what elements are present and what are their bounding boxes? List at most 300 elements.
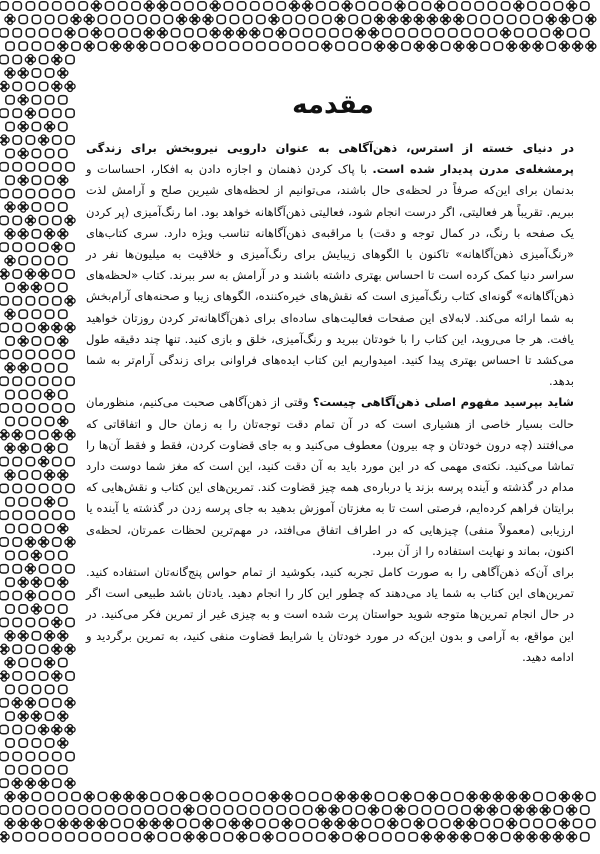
pattern-square-motif	[541, 29, 549, 37]
pattern-square-motif	[45, 712, 53, 720]
pattern-clover-motif	[388, 818, 398, 828]
pattern-square-motif	[13, 645, 21, 653]
pattern-square-motif	[0, 323, 8, 331]
pattern-clover-motif	[39, 457, 49, 467]
pattern-square-motif	[303, 833, 311, 841]
pattern-square-motif	[547, 819, 555, 827]
pattern-square-motif	[119, 29, 127, 37]
pattern-square-motif	[0, 216, 8, 224]
pattern-square-motif	[19, 498, 27, 506]
pattern-square-motif	[13, 752, 21, 760]
pattern-clover-motif	[237, 832, 247, 842]
pattern-clover-motif	[514, 832, 524, 842]
pattern-clover-motif	[540, 805, 550, 815]
pattern-square-motif	[6, 417, 14, 425]
pattern-square-motif	[177, 819, 185, 827]
pattern-square-motif	[39, 699, 47, 707]
pattern-square-motif	[66, 484, 74, 492]
pattern-square-motif	[251, 2, 259, 10]
pattern-square-motif	[39, 752, 47, 760]
pattern-square-motif	[481, 42, 489, 50]
pattern-square-motif	[53, 377, 61, 385]
pattern-square-motif	[171, 2, 179, 10]
pattern-square-motif	[39, 672, 47, 680]
pattern-square-motif	[488, 2, 496, 10]
pattern-square-motif	[13, 163, 21, 171]
pattern-clover-motif	[91, 1, 101, 11]
pattern-square-motif	[396, 833, 404, 841]
pattern-square-motif	[59, 658, 67, 666]
pattern-square-motif	[45, 792, 53, 800]
pattern-square-motif	[191, 819, 199, 827]
pattern-square-motif	[32, 15, 40, 23]
pattern-square-motif	[541, 2, 549, 10]
pattern-square-motif	[151, 15, 159, 23]
pattern-square-motif	[362, 42, 370, 50]
pattern-square-motif	[59, 551, 67, 559]
pattern-square-motif	[19, 471, 27, 479]
pattern-square-motif	[277, 2, 285, 10]
pattern-clover-motif	[111, 792, 121, 802]
pattern-square-motif	[230, 15, 238, 23]
pattern-square-motif	[0, 55, 8, 63]
pattern-clover-motif	[467, 792, 477, 802]
pattern-clover-motif	[5, 792, 15, 802]
pattern-square-motif	[105, 806, 113, 814]
pattern-square-motif	[481, 819, 489, 827]
pattern-square-motif	[6, 122, 14, 130]
pattern-square-motif	[32, 122, 40, 130]
pattern-square-motif	[409, 29, 417, 37]
pattern-square-motif	[79, 29, 87, 37]
pattern-square-motif	[475, 2, 483, 10]
pattern-square-motif	[501, 2, 509, 10]
pattern-clover-motif	[65, 725, 75, 735]
pattern-square-motif	[567, 29, 575, 37]
pattern-clover-motif	[567, 832, 577, 842]
pattern-clover-motif	[427, 14, 437, 24]
pattern-clover-motif	[25, 269, 35, 279]
pattern-clover-motif	[18, 577, 28, 587]
pattern-square-motif	[587, 792, 595, 800]
pattern-clover-motif	[493, 792, 503, 802]
pattern-square-motif	[336, 42, 344, 50]
pattern-square-motif	[13, 55, 21, 63]
pattern-square-motif	[13, 377, 21, 385]
pattern-square-motif	[369, 833, 377, 841]
pattern-square-motif	[79, 806, 87, 814]
pattern-square-motif	[6, 766, 14, 774]
pattern-clover-motif	[45, 658, 55, 668]
pattern-square-motif	[330, 2, 338, 10]
pattern-square-motif	[53, 538, 61, 546]
pattern-clover-motif	[58, 818, 68, 828]
paragraph-2-lead: شاید بپرسید مفهوم اصلی ذهن‌آگاهی چیست؟	[312, 395, 574, 410]
pattern-clover-motif	[18, 282, 28, 292]
pattern-clover-motif	[559, 792, 569, 802]
pattern-clover-motif	[190, 14, 200, 24]
pattern-square-motif	[13, 618, 21, 626]
pattern-clover-motif	[25, 108, 35, 118]
pattern-clover-motif	[441, 14, 451, 24]
pattern-square-motif	[475, 833, 483, 841]
paragraph-1-text: با پاک کردن ذهنمان و اجازه دادن به افکار، احساسات و بدنمان برای این‌که صرفاً در لحظه‌ی حال باشند، می‌توانیم از لحظه‌های شیرین صلح و آرامش لذت ببریم. تقریباً هر فعالیتی، اگر درست انجام شود، فعالیتی ذهن‌آگاهانه خواهد بود. اما رنگ‌آمیزی (پر کردن یک صفحه با رنگ، در کمال توجه و دقت) با مراقبه‌ی ذهن‌آگاهانه تناسب ویژه دارد. سری کتاب‌های «رنگ‌آمیزی ذهن‌آگاهانه» تاکنون با الگوهای زیبایش برای رنگ‌آمیزی و خلاقیت به میلیون‌ها نفر در سراسر دنیا کمک کرده است تا احساس بهتری داشته باشند و در آرامش به سر ببرند. کتاب «لحظه‌های ذهن‌آگاهانه» گونه‌ای کتاب رنگ‌آمیزی است که نقش‌های خیره‌کننده، الگوهای زیبا و صحنه‌های آرام‌بخش به شما ارائه می‌کند. لابه‌لای این صفحات فعالیت‌های ساده‌ای برای ذهن‌آگاهانه‌تر کردن روزتان خواهید یافت. هر جا می‌روید، این کتاب را با خودتان ببرید و رنگ‌آمیزی، خلق و بازی کنید. تنها چند دقیقه طول می‌کشد تا احساس بهتری پیدا کنید. امیدواریم این کتاب ایده‌های فراوانی برای زندگی آرام‌تر به شما بدهد.	[86, 162, 574, 389]
pattern-clover-motif	[45, 631, 55, 641]
pattern-clover-motif	[52, 644, 62, 654]
pattern-square-motif	[39, 297, 47, 305]
pattern-square-motif	[501, 833, 509, 841]
pattern-square-motif	[125, 15, 133, 23]
pattern-square-motif	[45, 551, 53, 559]
pattern-square-motif	[547, 42, 555, 50]
pattern-clover-motif	[5, 229, 15, 239]
pattern-square-motif	[32, 766, 40, 774]
pattern-square-motif	[481, 15, 489, 23]
page-title: مقدمه	[292, 90, 374, 120]
pattern-clover-motif	[124, 792, 134, 802]
pattern-clover-motif	[5, 256, 15, 266]
pattern-square-motif	[449, 2, 457, 10]
pattern-clover-motif	[111, 41, 121, 51]
pattern-square-motif	[19, 739, 27, 747]
pattern-square-motif	[45, 605, 53, 613]
pattern-square-motif	[26, 136, 34, 144]
pattern-square-motif	[119, 806, 127, 814]
pattern-square-motif	[0, 109, 8, 117]
pattern-clover-motif	[58, 631, 68, 641]
pattern-square-motif	[296, 42, 304, 50]
pattern-square-motif	[59, 498, 67, 506]
pattern-square-motif	[66, 618, 74, 626]
pattern-square-motif	[111, 819, 119, 827]
pattern-square-motif	[296, 15, 304, 23]
pattern-square-motif	[521, 819, 529, 827]
pattern-square-motif	[164, 42, 172, 50]
pattern-square-motif	[409, 2, 417, 10]
pattern-clover-motif	[18, 363, 28, 373]
pattern-square-motif	[32, 69, 40, 77]
pattern-clover-motif	[5, 443, 15, 453]
pattern-clover-motif	[520, 41, 530, 51]
pattern-clover-motif	[369, 805, 379, 815]
pattern-clover-motif	[375, 41, 385, 51]
pattern-square-motif	[39, 565, 47, 573]
pattern-square-motif	[53, 109, 61, 117]
pattern-square-motif	[0, 457, 8, 465]
pattern-square-motif	[375, 819, 383, 827]
pattern-clover-motif	[18, 68, 28, 78]
pattern-square-motif	[125, 819, 133, 827]
pattern-square-motif	[119, 833, 127, 841]
pattern-clover-motif	[0, 269, 9, 279]
pattern-square-motif	[13, 297, 21, 305]
pattern-clover-motif	[65, 215, 75, 225]
pattern-square-motif	[45, 176, 53, 184]
pattern-square-motif	[0, 699, 8, 707]
pattern-square-motif	[191, 792, 199, 800]
pattern-square-motif	[375, 792, 383, 800]
pattern-square-motif	[45, 766, 53, 774]
pattern-clover-motif	[31, 711, 41, 721]
paragraph-1-lead: در دنیای خسته از استرس، ذهن‌آگاهی به عنوان دارویی نیروبخش برای زندگی پرمشغله‌ی مدرن پدیدار شده است.	[86, 141, 574, 177]
pattern-square-motif	[53, 752, 61, 760]
pattern-clover-motif	[501, 28, 511, 38]
pattern-clover-motif	[12, 430, 22, 440]
pattern-square-motif	[92, 833, 100, 841]
pattern-clover-motif	[65, 644, 75, 654]
pattern-square-motif	[6, 605, 14, 613]
pattern-clover-motif	[137, 41, 147, 51]
pattern-square-motif	[66, 565, 74, 573]
pattern-clover-motif	[45, 229, 55, 239]
pattern-square-motif	[243, 42, 251, 50]
pattern-square-motif	[26, 457, 34, 465]
pattern-square-motif	[383, 833, 391, 841]
pattern-clover-motif	[137, 818, 147, 828]
pattern-square-motif	[494, 15, 502, 23]
pattern-clover-motif	[18, 202, 28, 212]
pattern-square-motif	[26, 82, 34, 90]
pattern-square-motif	[66, 270, 74, 278]
pattern-square-motif	[32, 524, 40, 532]
pattern-square-motif	[59, 685, 67, 693]
pattern-square-motif	[72, 792, 80, 800]
pattern-clover-motif	[157, 1, 167, 11]
pattern-clover-motif	[84, 792, 94, 802]
pattern-clover-motif	[25, 215, 35, 225]
pattern-clover-motif	[18, 175, 28, 185]
pattern-square-motif	[32, 149, 40, 157]
pattern-square-motif	[356, 2, 364, 10]
pattern-square-motif	[243, 792, 251, 800]
pattern-clover-motif	[84, 14, 94, 24]
pattern-clover-motif	[0, 430, 9, 440]
pattern-clover-motif	[322, 818, 332, 828]
pattern-square-motif	[217, 42, 225, 50]
pattern-square-motif	[13, 833, 21, 841]
pattern-square-motif	[6, 685, 14, 693]
pattern-square-motif	[323, 15, 331, 23]
pattern-square-motif	[19, 42, 27, 50]
pattern-clover-motif	[150, 818, 160, 828]
pattern-square-motif	[13, 29, 21, 37]
pattern-square-motif	[0, 806, 8, 814]
pattern-clover-motif	[31, 818, 41, 828]
pattern-clover-motif	[342, 1, 352, 11]
pattern-square-motif	[53, 270, 61, 278]
pattern-square-motif	[528, 29, 536, 37]
pattern-square-motif	[59, 149, 67, 157]
pattern-square-motif	[32, 256, 40, 264]
pattern-clover-motif	[31, 577, 41, 587]
pattern-square-motif	[217, 819, 225, 827]
pattern-square-motif	[39, 833, 47, 841]
pattern-square-motif	[296, 819, 304, 827]
pattern-clover-motif	[203, 14, 213, 24]
pattern-clover-motif	[527, 805, 537, 815]
pattern-clover-motif	[45, 470, 55, 480]
pattern-clover-motif	[586, 14, 596, 24]
pattern-clover-motif	[427, 41, 437, 51]
pattern-square-motif	[53, 297, 61, 305]
pattern-square-motif	[45, 364, 53, 372]
pattern-square-motif	[98, 792, 106, 800]
pattern-clover-motif	[0, 135, 9, 145]
pattern-square-motif	[66, 377, 74, 385]
pattern-square-motif	[198, 806, 206, 814]
pattern-clover-motif	[203, 792, 213, 802]
pattern-square-motif	[6, 96, 14, 104]
pattern-square-motif	[409, 833, 417, 841]
pattern-square-motif	[39, 29, 47, 37]
pattern-square-motif	[501, 806, 509, 814]
pattern-square-motif	[45, 337, 53, 345]
pattern-square-motif	[362, 819, 370, 827]
pattern-square-motif	[462, 2, 470, 10]
pattern-square-motif	[402, 42, 410, 50]
pattern-clover-motif	[5, 470, 15, 480]
pattern-square-motif	[534, 15, 542, 23]
pattern-square-motif	[13, 457, 21, 465]
pattern-square-motif	[0, 377, 8, 385]
pattern-clover-motif	[25, 778, 35, 788]
pattern-clover-motif	[427, 792, 437, 802]
pattern-square-motif	[53, 806, 61, 814]
pattern-clover-motif	[25, 591, 35, 601]
pattern-clover-motif	[5, 363, 15, 373]
pattern-square-motif	[32, 417, 40, 425]
pattern-clover-motif	[388, 14, 398, 24]
pattern-square-motif	[13, 136, 21, 144]
pattern-square-motif	[217, 792, 225, 800]
pattern-square-motif	[13, 2, 21, 10]
pattern-square-motif	[587, 819, 595, 827]
pattern-square-motif	[389, 792, 397, 800]
pattern-clover-motif	[58, 229, 68, 239]
pattern-clover-motif	[45, 443, 55, 453]
pattern-clover-motif	[269, 14, 279, 24]
pattern-square-motif	[66, 243, 74, 251]
pattern-square-motif	[19, 766, 27, 774]
pattern-square-motif	[0, 350, 8, 358]
pattern-square-motif	[39, 484, 47, 492]
pattern-square-motif	[39, 404, 47, 412]
pattern-square-motif	[59, 390, 67, 398]
pattern-square-motif	[290, 833, 298, 841]
pattern-clover-motif	[45, 390, 55, 400]
pattern-square-motif	[581, 29, 589, 37]
pattern-clover-motif	[355, 832, 365, 842]
pattern-square-motif	[53, 216, 61, 224]
pattern-square-motif	[53, 565, 61, 573]
pattern-clover-motif	[58, 336, 68, 346]
pattern-square-motif	[581, 2, 589, 10]
pattern-square-motif	[515, 29, 523, 37]
pattern-square-motif	[13, 216, 21, 224]
pattern-square-motif	[32, 310, 40, 318]
pattern-square-motif	[26, 484, 34, 492]
pattern-square-motif	[39, 645, 47, 653]
pattern-square-motif	[303, 806, 311, 814]
pattern-clover-motif	[65, 81, 75, 91]
pattern-clover-motif	[559, 41, 569, 51]
pattern-clover-motif	[65, 698, 75, 708]
pattern-clover-motif	[65, 430, 75, 440]
pattern-square-motif	[45, 739, 53, 747]
pattern-square-motif	[0, 725, 8, 733]
pattern-square-motif	[53, 404, 61, 412]
pattern-square-motif	[111, 15, 119, 23]
pattern-square-motif	[59, 256, 67, 264]
pattern-square-motif	[53, 350, 61, 358]
pattern-square-motif	[422, 29, 430, 37]
pattern-clover-motif	[18, 229, 28, 239]
pattern-square-motif	[53, 2, 61, 10]
pattern-square-motif	[0, 2, 8, 10]
pattern-square-motif	[26, 243, 34, 251]
pattern-square-motif	[441, 42, 449, 50]
pattern-square-motif	[198, 29, 206, 37]
pattern-clover-motif	[0, 671, 9, 681]
pattern-clover-motif	[18, 818, 28, 828]
pattern-clover-motif	[289, 1, 299, 11]
pattern-clover-motif	[12, 778, 22, 788]
pattern-clover-motif	[480, 792, 490, 802]
pattern-square-motif	[317, 2, 325, 10]
pattern-square-motif	[257, 792, 265, 800]
pattern-square-motif	[13, 109, 21, 117]
pattern-clover-motif	[487, 832, 497, 842]
pattern-square-motif	[13, 538, 21, 546]
pattern-clover-motif	[190, 41, 200, 51]
pattern-square-motif	[59, 444, 67, 452]
pattern-square-motif	[309, 819, 317, 827]
pattern-clover-motif	[395, 805, 405, 815]
pattern-square-motif	[171, 806, 179, 814]
pattern-clover-motif	[58, 41, 68, 51]
pattern-square-motif	[32, 337, 40, 345]
pattern-square-motif	[343, 29, 351, 37]
pattern-clover-motif	[454, 818, 464, 828]
pattern-square-motif	[415, 792, 423, 800]
pattern-clover-motif	[514, 805, 524, 815]
pattern-square-motif	[383, 806, 391, 814]
pattern-square-motif	[59, 792, 67, 800]
pattern-square-motif	[32, 42, 40, 50]
pattern-square-motif	[528, 2, 536, 10]
pattern-clover-motif	[39, 537, 49, 547]
pattern-clover-motif	[39, 269, 49, 279]
pattern-square-motif	[66, 833, 74, 841]
pattern-square-motif	[39, 431, 47, 439]
pattern-square-motif	[264, 29, 272, 37]
pattern-square-motif	[0, 243, 8, 251]
pattern-square-motif	[26, 189, 34, 197]
pattern-clover-motif	[487, 805, 497, 815]
pattern-square-motif	[53, 189, 61, 197]
pattern-clover-motif	[18, 122, 28, 132]
pattern-square-motif	[0, 511, 8, 519]
pattern-square-motif	[98, 42, 106, 50]
pattern-clover-motif	[329, 832, 339, 842]
pattern-square-motif	[32, 230, 40, 238]
pattern-square-motif	[13, 323, 21, 331]
pattern-square-motif	[264, 806, 272, 814]
pattern-square-motif	[0, 779, 8, 787]
pattern-square-motif	[422, 806, 430, 814]
pattern-square-motif	[26, 431, 34, 439]
pattern-square-motif	[534, 819, 542, 827]
